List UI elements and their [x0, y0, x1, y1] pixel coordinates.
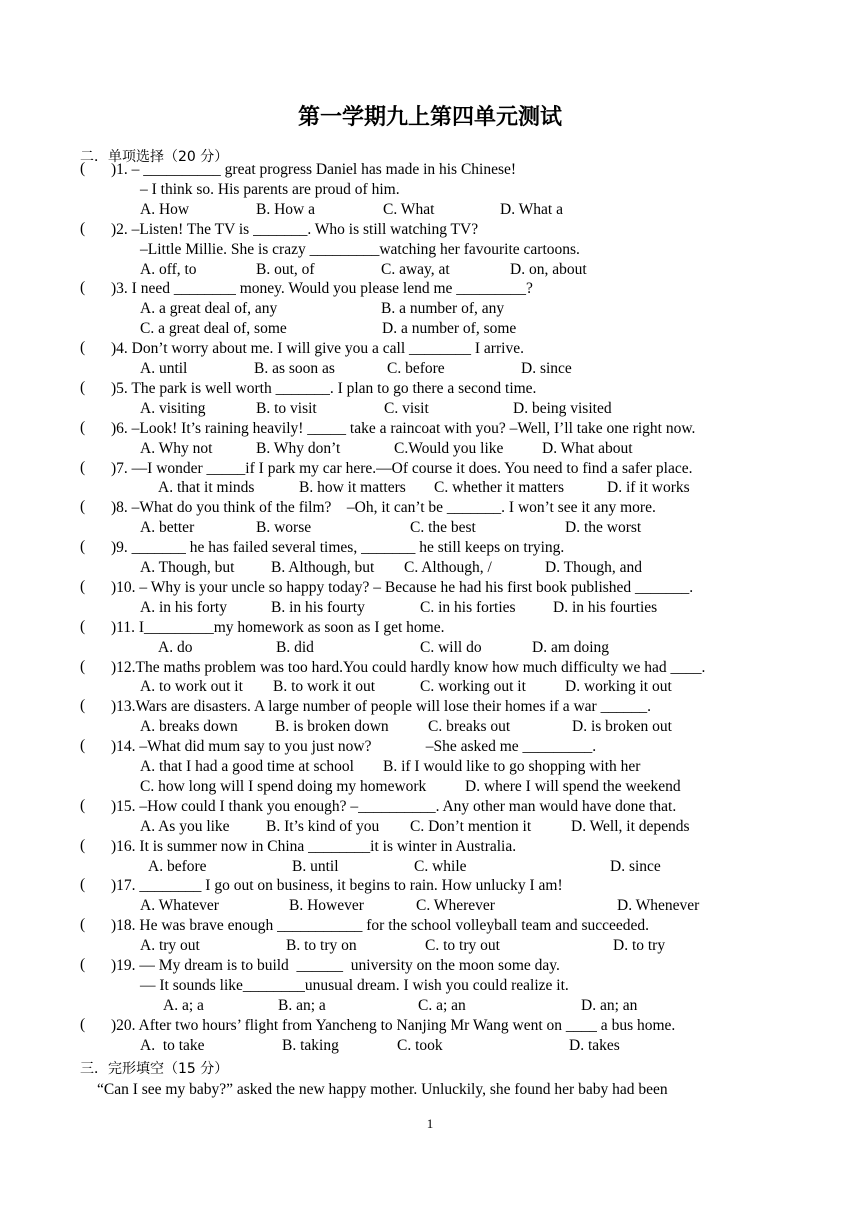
question-option: D. since: [521, 360, 572, 377]
question-option: B. to try on: [286, 937, 357, 955]
question-stem: )5. The park is well worth _______. I plan to go there a second time.: [111, 379, 537, 397]
question-option: B. However: [289, 897, 364, 915]
question-option: D. the worst: [565, 519, 642, 537]
question-option: D. a number of, some: [382, 320, 517, 338]
question-option: C. Although, /: [404, 559, 492, 576]
question-option: D. in his fourties: [553, 598, 658, 616]
question-option: D. working it out: [565, 678, 672, 696]
answer-blank: (: [80, 378, 86, 396]
question-option: C. working out it: [420, 678, 526, 696]
question-option: B. How a: [256, 200, 315, 218]
question-stem: )3. I need ________ money. Would you please lend me _________?: [111, 280, 533, 298]
question-option: B. an; a: [278, 996, 326, 1014]
question-option: B. did: [276, 638, 314, 656]
question-option: D. to try: [613, 937, 666, 955]
question-stem: )9. _______ he has failed several times, _______ he still keeps on trying.: [111, 539, 565, 557]
question-option: A. to take: [140, 1036, 205, 1054]
question-option: B. worse: [256, 519, 312, 537]
question-option: C. in his forties: [420, 598, 516, 616]
question-option: C. Don’t mention it: [410, 817, 532, 835]
question-option: C. visit: [384, 399, 429, 417]
question-stem: )11. I_________my homework as soon as I get home.: [111, 618, 445, 636]
answer-blank: (: [80, 617, 86, 635]
question-option: A. that I had a good time at school: [140, 758, 354, 775]
question-option: D. am doing: [532, 638, 610, 656]
answer-blank: (: [80, 876, 86, 894]
question-stem: )4. Don’t worry about me. I will give you a call ________ I arrive.: [111, 340, 524, 358]
question-option: C. a; an: [418, 996, 466, 1014]
question-option: C. took: [397, 1036, 443, 1054]
question-option: D. since: [610, 857, 661, 875]
question-option: B. to visit: [256, 399, 317, 417]
question-option: C. before: [387, 360, 445, 377]
question-stem: )20. After two hours’ flight from Yancheng to Nanjing Mr Wang went on ____ a bus home.: [111, 1016, 676, 1034]
question-stem: )12.The maths problem was too hard.You could hardly know how much difficulty we had ____.: [111, 658, 706, 676]
question-option: B. if I would like to go shopping with her: [383, 758, 641, 775]
answer-blank: (: [80, 697, 86, 715]
question-option: A. to work out it: [140, 678, 243, 696]
question-option: A. until: [140, 360, 188, 377]
question-option: A. Why not: [140, 439, 213, 457]
question-option: C.Would you like: [394, 439, 504, 457]
question-option: B. in his fourty: [271, 598, 365, 616]
question-option: A. better: [140, 519, 195, 537]
question-option: A. How: [140, 200, 190, 218]
question-stem: )17. ________ I go out on business, it begins to rain. How unlucky I am!: [111, 877, 563, 895]
question-option: A. Whatever: [140, 897, 219, 915]
section-heading: 三．完形填空（15 分）: [80, 1061, 229, 1077]
question-stem: )14. –What did mum say to you just now? –She asked me _________.: [111, 738, 597, 756]
page-title: 第一学期九上第四单元测试: [297, 105, 562, 130]
question-option: A. visiting: [140, 399, 206, 417]
question-option: B. It’s kind of you: [266, 817, 380, 835]
question-option: B. taking: [282, 1036, 339, 1054]
answer-blank: (: [80, 160, 86, 177]
question-option: D. What about: [542, 439, 633, 457]
section-heading: 二．单项选择（20 分）: [80, 149, 229, 165]
question-option: D. if it works: [607, 479, 690, 497]
answer-blank: (: [80, 538, 86, 556]
question-stem: )15. –How could I thank you enough? –__________. Any other man would have done that.: [111, 797, 677, 815]
question-option: A. off, to: [140, 260, 197, 278]
answer-blank: (: [80, 956, 86, 973]
question-option: B. Why don’t: [256, 439, 341, 457]
question-stem: )16. It is summer now in China ________it is winter in Australia.: [111, 837, 517, 855]
answer-blank: (: [80, 458, 86, 476]
question-option: D. on, about: [510, 260, 587, 278]
question-option: D. takes: [569, 1036, 620, 1054]
answer-blank: (: [80, 1015, 86, 1033]
question-stem: )8. –What do you think of the film? –Oh, it can’t be _______. I won’t see it any more.: [111, 499, 656, 517]
answer-blank: (: [80, 577, 86, 595]
question-option: A. try out: [140, 937, 200, 955]
question-option: C. away, at: [381, 260, 450, 278]
question-option: A. a; a: [163, 996, 204, 1014]
question-stem: )1. – __________ great progress Daniel has made in his Chinese!: [111, 161, 517, 178]
question-option: C. the best: [410, 519, 476, 537]
question-stem: )6. –Look! It’s raining heavily! _____ take a raincoat with you? –Well, I’ll take one right now.: [111, 419, 696, 437]
question-option: D. an; an: [581, 996, 638, 1014]
question-option: B. out, of: [256, 260, 315, 278]
question-stem: )19. — My dream is to build ______ university on the moon some day.: [111, 957, 560, 974]
answer-blank: (: [80, 219, 86, 237]
question-option: B. until: [292, 857, 339, 875]
question-option: D. Well, it depends: [571, 817, 690, 835]
question-option: C. to try out: [425, 937, 500, 955]
passage-first-line: “Can I see my baby?” asked the new happy mother. Unluckily, she found her baby had been: [97, 1081, 668, 1098]
question-option: D. where I will spend the weekend: [465, 777, 681, 795]
page-number: 1: [426, 1116, 434, 1131]
question-option: B. is broken down: [275, 718, 389, 736]
question-option: C. while: [414, 857, 467, 875]
answer-blank: (: [80, 498, 86, 516]
question-option: D. is broken out: [572, 718, 672, 736]
question-stem: )7. —I wonder _____if I park my car here.—Of course it does. You need to find a safer place.: [111, 459, 693, 477]
question-stem: )2. –Listen! The TV is _______. Who is still watching TV?: [111, 220, 479, 238]
question-line: –Little Millie. She is crazy _________watching her favourite cartoons.: [140, 240, 580, 258]
question-option: A. a great deal of, any: [140, 300, 278, 318]
answer-blank: (: [80, 339, 86, 357]
question-option: A. before: [148, 857, 207, 875]
question-stem: )18. He was brave enough ___________ for the school volleyball team and succeeded.: [111, 917, 650, 935]
question-option: A. breaks down: [140, 718, 238, 736]
question-option: C. What: [383, 200, 435, 218]
answer-blank: (: [80, 796, 86, 814]
question-option: A. As you like: [140, 817, 230, 835]
question-option: C. breaks out: [428, 718, 511, 736]
answer-blank: (: [80, 836, 86, 854]
question-option: C. Wherever: [416, 897, 495, 915]
question-option: C. will do: [420, 638, 482, 656]
question-option: C. a great deal of, some: [140, 320, 287, 338]
question-option: B. how it matters: [299, 479, 406, 497]
question-option: A. do: [158, 638, 193, 656]
answer-blank: (: [80, 279, 86, 297]
question-option: C. how long will I spend doing my homework: [140, 777, 427, 795]
question-stem: )13.Wars are disasters. A large number of people will lose their homes if a war ______.: [111, 698, 651, 716]
question-option: D. Whenever: [617, 897, 700, 915]
answer-blank: (: [80, 737, 86, 755]
question-option: A. in his forty: [140, 598, 227, 616]
question-option: D. What a: [500, 200, 563, 218]
question-option: B. to work it out: [273, 678, 376, 696]
answer-blank: (: [80, 418, 86, 436]
question-option: B. as soon as: [254, 360, 335, 377]
question-option: A. Though, but: [140, 559, 235, 576]
question-stem: )10. – Why is your uncle so happy today? – Because he had his first book published _______.: [111, 578, 694, 596]
question-option: A. that it minds: [158, 479, 255, 497]
question-option: D. Though, and: [545, 559, 643, 576]
question-line: — It sounds like________unusual dream. I wish you could realize it.: [140, 976, 569, 994]
question-option: D. being visited: [513, 399, 612, 417]
question-option: B. Although, but: [271, 559, 375, 576]
answer-blank: (: [80, 916, 86, 934]
question-option: C. whether it matters: [434, 479, 564, 497]
answer-blank: (: [80, 657, 86, 675]
question-option: B. a number of, any: [381, 300, 505, 318]
question-line: – I think so. His parents are proud of him.: [140, 180, 400, 198]
